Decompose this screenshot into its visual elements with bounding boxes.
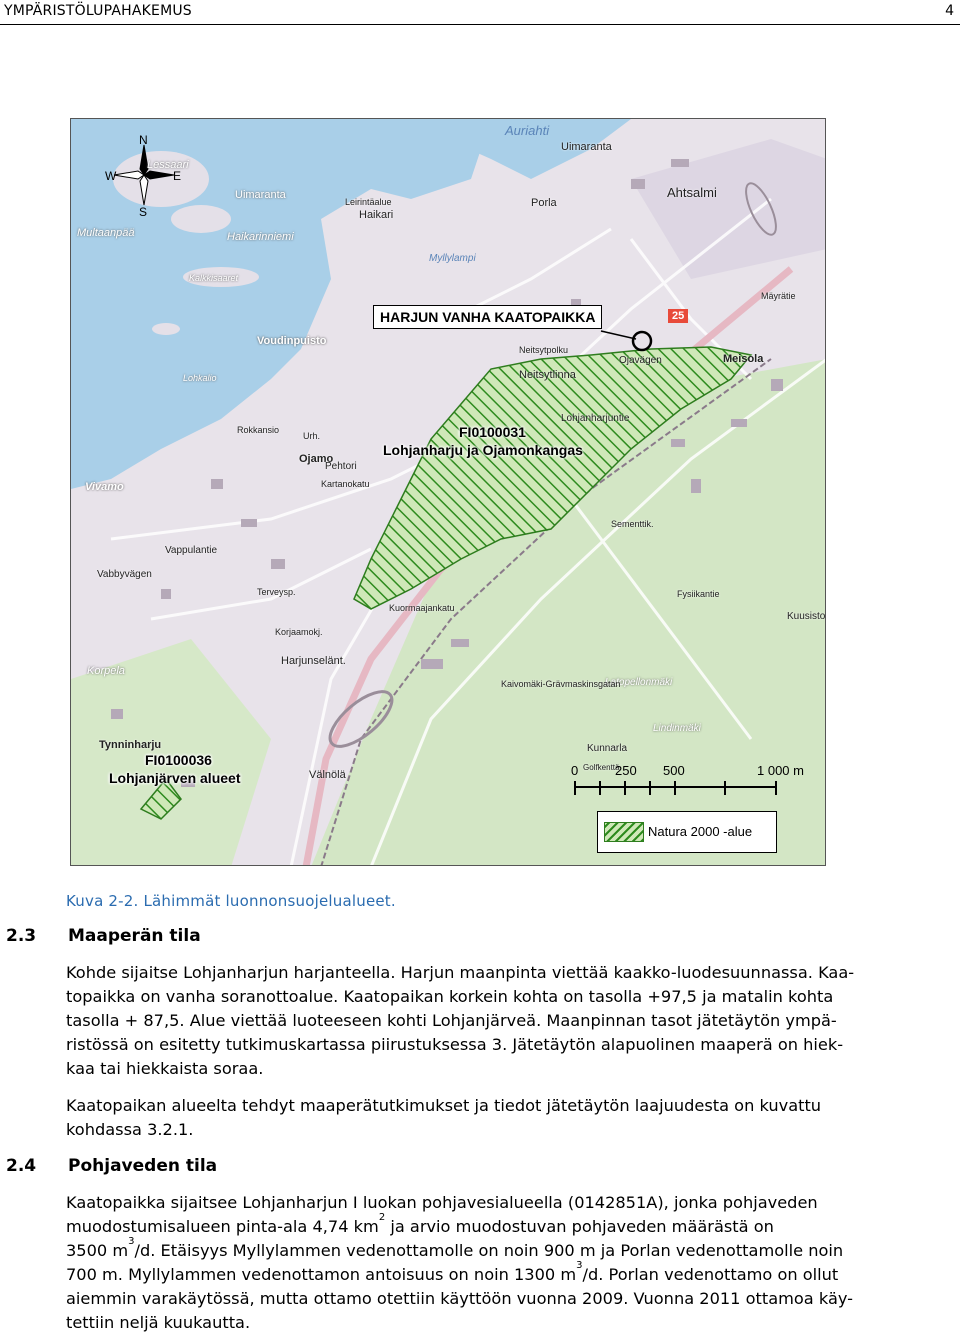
place-label: Kartanokatu bbox=[321, 479, 370, 489]
scale-label: 250 bbox=[615, 763, 637, 778]
paragraph-line: Kohde sijaitse Lohjanharjun harjanteella. Harjun maanpinta viettää kaakko-luodesuunnassa. Kaa- bbox=[66, 963, 855, 982]
place-label: Kunnarla bbox=[587, 743, 628, 754]
place-label: Meisola bbox=[723, 353, 764, 365]
place-label: Vappulantie bbox=[165, 545, 218, 556]
place-label: Vivamo bbox=[85, 481, 124, 493]
place-label: Haikari bbox=[359, 209, 394, 221]
natura-area-small-code: FI0100036 bbox=[145, 752, 212, 768]
paragraph bbox=[66, 1191, 960, 1335]
paragraph-line: Kaatopaikan alueelta tehdyt maaperätutkimukset ja tiedot jätetäytön laajuudesta on kuvattu bbox=[66, 1096, 822, 1115]
place-label: Lindinmäki bbox=[653, 723, 701, 734]
paragraph-line: topaikka on vanha soranottoalue. Kaatopaikan korkein kohta on tasolla +97,5 ja matalin kohta bbox=[66, 987, 834, 1006]
place-label: Korjaamokj. bbox=[275, 627, 323, 637]
place-label: Porla bbox=[531, 197, 557, 209]
paragraph bbox=[66, 1094, 960, 1142]
place-label: Lohkalio bbox=[183, 373, 217, 383]
superscript: 3 bbox=[576, 1259, 583, 1271]
place-label: Vabbyvägen bbox=[97, 569, 152, 580]
place-label: Haikarinniemi bbox=[227, 231, 294, 243]
section-heading-2-4 bbox=[6, 1156, 406, 1178]
place-label: Voudinpuisto bbox=[257, 335, 327, 347]
place-label: Uimaranta bbox=[561, 141, 612, 153]
place-label: Auriahti bbox=[505, 123, 550, 138]
place-label: Rokkansio bbox=[237, 425, 280, 435]
compass-east: E bbox=[173, 169, 182, 183]
text-run: /d. Etäisyys Myllylammen vedenottamolle on noin 900 m ja Porlan vedenottamolle noin bbox=[134, 1241, 844, 1260]
text-run: muodostumisalueen pinta-ala 4,74 km bbox=[66, 1217, 379, 1236]
figure-caption: Kuva 2-2. Lähimmät luonnonsuojelualueet. bbox=[66, 892, 396, 910]
place-label: Myllylampi bbox=[429, 253, 476, 264]
paragraph bbox=[66, 961, 960, 1081]
place-label: Golfkenttä bbox=[583, 763, 620, 772]
place-label: Mäyrätie bbox=[761, 291, 796, 301]
paragraph-line: tettiin neljä kuukautta. bbox=[66, 1313, 251, 1332]
map-figure bbox=[70, 118, 826, 866]
text-run: 3500 m bbox=[66, 1241, 129, 1260]
landfill-callout: HARJUN VANHA KAATOPAIKKA bbox=[373, 305, 602, 329]
map-legend bbox=[597, 811, 777, 853]
scale-label: 500 bbox=[663, 763, 685, 778]
place-label: Uimaranta bbox=[235, 189, 286, 201]
compass-south: S bbox=[139, 205, 148, 219]
paragraph-line: kohdassa 3.2.1. bbox=[66, 1120, 194, 1139]
section-heading-2-3 bbox=[6, 926, 406, 948]
place-label: Välnölä bbox=[309, 769, 346, 781]
place-label: Ojamo bbox=[299, 453, 334, 465]
section-number: 2.4 bbox=[6, 1156, 37, 1176]
section-number: 2.3 bbox=[6, 926, 37, 946]
natura-area-main-name: Lohjanharju ja Ojamonkangas bbox=[383, 442, 583, 458]
place-label: Lessaari bbox=[147, 159, 189, 171]
place-label: Harjunselänt. bbox=[281, 655, 346, 667]
page-number: 4 bbox=[945, 3, 954, 19]
scale-label: 0 bbox=[571, 763, 579, 778]
place-label: Neitsytlinna bbox=[519, 369, 576, 381]
paragraph-line bbox=[66, 1235, 960, 1263]
section-title: Maaperän tila bbox=[68, 926, 201, 946]
place-label: Pehtori bbox=[325, 461, 357, 472]
place-label: Multaanpää bbox=[77, 227, 135, 239]
paragraph-line: kaa tai hiekkaista soraa. bbox=[66, 1059, 264, 1078]
compass-north: N bbox=[139, 133, 148, 147]
paragraph-line bbox=[66, 1211, 960, 1239]
legend-label: Natura 2000 -alue bbox=[648, 824, 753, 839]
place-label: Ahtsalmi bbox=[667, 185, 717, 200]
place-label: Leirintäalue bbox=[345, 197, 392, 207]
route-badge: 25 bbox=[668, 309, 688, 323]
place-label: Korpela bbox=[87, 665, 125, 677]
place-label: Kaivomäki-Grävmaskinsgatan bbox=[501, 679, 621, 689]
place-label: Sementtik. bbox=[611, 519, 654, 529]
place-label: Kuormaajankatu bbox=[389, 603, 455, 613]
place-label: Terveysp. bbox=[257, 587, 296, 597]
place-label: Urh. bbox=[303, 431, 321, 441]
text-run: /d. Porlan vedenottamo on ollut bbox=[582, 1265, 839, 1284]
paragraph-line: tasolla + 87,5. Alue viettää luoteeseen kohti Lohjanjärveä. Maanpinnan tasot jätetäytön ympä- bbox=[66, 1011, 837, 1030]
paragraph-line: aiemmin varakäytössä, mutta ottamo otettiin käyttöön vuonna 2009. Vuonna 2011 ottamoa käy- bbox=[66, 1289, 854, 1308]
natura-area-main-label bbox=[383, 423, 583, 459]
section-title: Pohjaveden tila bbox=[68, 1156, 218, 1176]
paragraph-line bbox=[66, 1259, 960, 1287]
text-run: ja arvio muodostuvan pohjaveden määrästä on bbox=[385, 1217, 774, 1236]
place-label: Latopellonmäki bbox=[605, 677, 673, 688]
place-label: Neitsytpolku bbox=[519, 345, 569, 355]
natura-area-small-label bbox=[109, 751, 240, 787]
place-label: Ojavägen bbox=[619, 355, 662, 366]
place-label: Lohjanharjuntie bbox=[561, 413, 630, 424]
compass-west: W bbox=[105, 169, 117, 183]
natura-area-main-code: FI0100031 bbox=[459, 424, 526, 440]
superscript: 2 bbox=[378, 1211, 386, 1223]
page-header bbox=[0, 0, 960, 25]
superscript: 3 bbox=[128, 1235, 135, 1247]
place-label: Kuusisto bbox=[787, 611, 826, 622]
natura-area-small-name: Lohjanjärven alueet bbox=[109, 770, 241, 786]
place-label: Fysiikantie bbox=[677, 589, 720, 599]
place-label: Kalkkisaaret bbox=[189, 273, 239, 283]
paragraph-line: Kaatopaikka sijaitsee Lohjanharjun I luokan pohjavesialueella (0142851A), jonka pohjaveden bbox=[66, 1193, 818, 1212]
legend-hatch-swatch bbox=[604, 822, 644, 842]
document-title: YMPÄRISTÖLUPAHAKEMUS bbox=[4, 3, 192, 19]
text-run: 700 m. Myllylammen vedenottamon antoisuus on noin 1300 m bbox=[66, 1265, 577, 1284]
scale-label: 1 000 m bbox=[757, 763, 804, 778]
place-label: Tynninharju bbox=[99, 739, 162, 751]
paragraph-line: ristössä on esitetty tutkimuskartassa piirustuksessa 3. Jätetäytön alapuolinen maaperä on hiek- bbox=[66, 1035, 844, 1054]
